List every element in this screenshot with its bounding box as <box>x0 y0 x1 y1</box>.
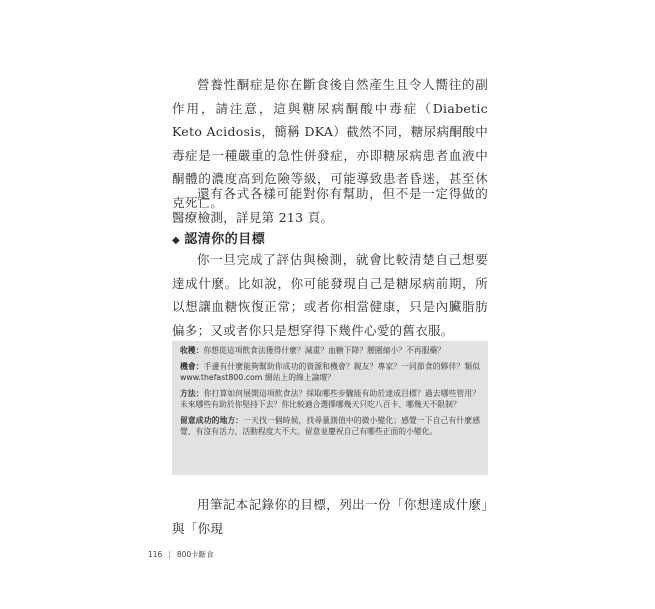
box-item-success <box>180 415 480 437</box>
box-item-methods <box>180 388 480 410</box>
page-footer <box>148 549 214 560</box>
paragraph-medical-tests: 還有各式各樣可能對你有幫助，但不是一定得做的醫療檢測，詳見第 213 頁。 <box>172 186 488 225</box>
goals-box <box>172 341 488 475</box>
page-number: 116 <box>148 550 163 559</box>
diamond-bullet-icon: ◆ <box>172 235 181 246</box>
box-item-label: 機會： <box>180 362 204 371</box>
box-item-text: 一天找一個時候，找尋量測值中的微小變化；感覺一下自己有什麼感覺、有沒有活力，活動程度大不大。留意並慶祝自己有哪些正面的小變化。 <box>180 416 481 436</box>
box-item-text: 你打算如何展開這項飲食法？採取哪些步驟能有助於達成目標？過去哪些管用？未來哪些有助於你堅持下去？你比較適合選擇哪幾天只吃八百卡、哪幾天不限制？ <box>180 389 481 409</box>
section-heading-text: 認清你的目標 <box>184 232 266 247</box>
paragraph-ketosis: 營養性酮症是你在斷食後自然產生且令人嚮往的副作用，請注意，這與糖尿病酮酸中毒症（Diabetic Keto Acidosis，簡稱 DKA）截然不同，糖尿病酮酸中毒症是一種嚴重的急性併發症，亦即糖尿病患者血液中酮體的濃度高到危險等級，可能導致患者昏迷，甚至休克死亡。 <box>172 77 488 210</box>
box-item-text: 手邊有什麼能夠幫助你成功的資源和機會？親友？專家？一同節食的夥伴？類似 www.thefast800.com 網站上的線上論壇？ <box>180 362 481 382</box>
paragraph-notebook: 用筆記本記錄你的目標，列出一份「你想達成什麼」與「你現 <box>172 497 488 536</box>
paragraph-goals: 你一旦完成了評估與檢測，就會比較清楚自己想要達成什麼。比如說，你可能發現自己是糖尿病前期，所以想讓血糖恢復正常；或者你相當健康，只是內臟脂肪偏多；又或者你只是想穿得下幾件心愛的舊衣服。 <box>172 252 488 338</box>
box-item-gains <box>180 345 480 356</box>
box-item-text: 你想從這項飲食法獲得什麼？減重？血糖下降？腰圍縮小？不再服藥？ <box>203 346 446 355</box>
box-item-opportunities <box>180 361 480 383</box>
box-item-label: 收穫： <box>180 346 204 355</box>
footer-separator: | <box>168 550 171 559</box>
box-item-label: 留意成功的地方： <box>180 416 244 425</box>
book-title: 800卡斷食 <box>176 550 214 559</box>
section-heading <box>172 228 265 247</box>
box-item-label: 方法： <box>180 389 204 398</box>
